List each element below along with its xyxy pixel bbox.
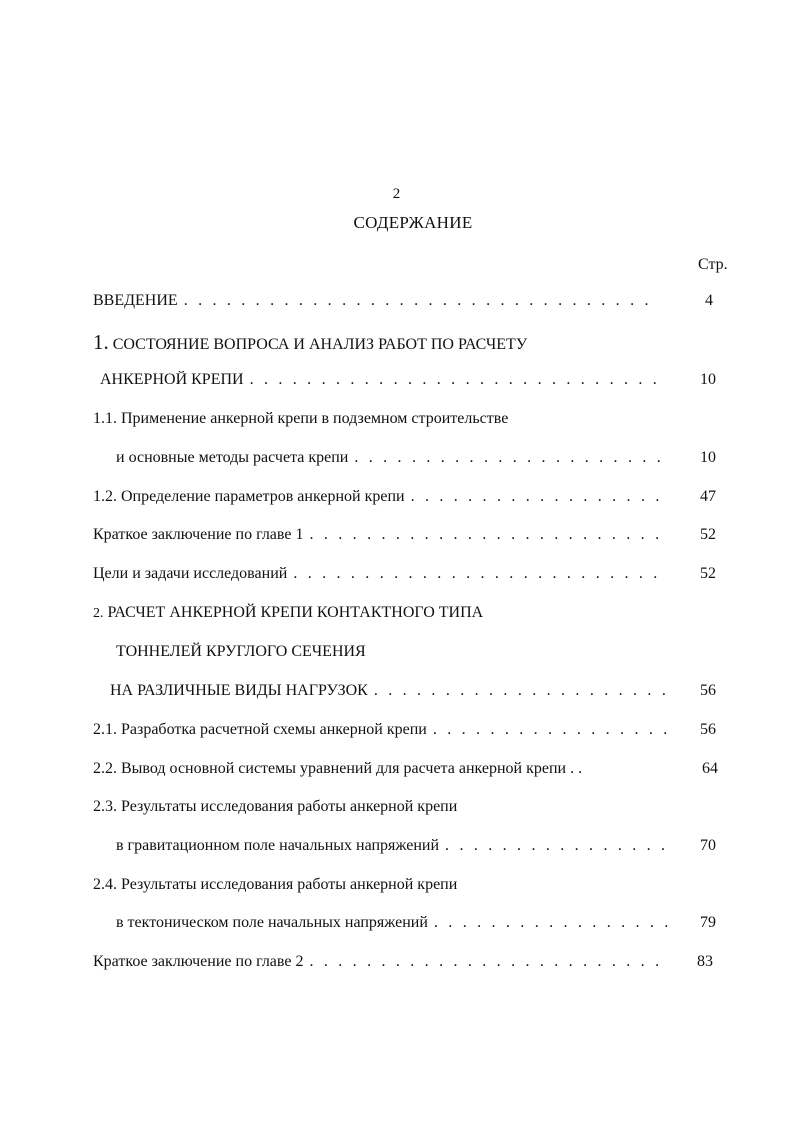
toc-entry-text: Краткое заключение по главе 2	[93, 953, 304, 970]
toc-page-number: 10	[700, 371, 716, 388]
toc-entry-text: НА РАЗЛИЧНЫЕ ВИДЫ НАГРУЗОК	[110, 682, 368, 699]
toc-entry-text: 1.2. Определение параметров анкерной крепи	[93, 488, 405, 505]
toc-leader-dots	[309, 953, 668, 971]
toc-entry-text: в тектоническом поле начальных напряжений	[116, 914, 428, 931]
toc-chapter-1-heading	[93, 330, 527, 355]
toc-leader-dots	[433, 721, 667, 739]
toc-section-2-4: 2.4. Результаты исследования работы анкерной крепи	[93, 876, 458, 893]
toc-page-number: 4	[705, 292, 713, 309]
page-title: СОДЕРЖАНИЕ	[353, 213, 473, 232]
page-column-label: Стр.	[698, 256, 728, 273]
toc-page-number: 83	[697, 953, 713, 970]
toc-leader-dots	[374, 682, 667, 700]
toc-entry-text: Цели и задачи исследований	[93, 565, 288, 582]
toc-entry-chapter-1-cont	[100, 371, 656, 393]
toc-page-number: 79	[700, 914, 716, 931]
toc-entry-section-2-3-cont	[116, 837, 667, 859]
toc-entry-chapter-2-cont	[110, 682, 667, 704]
page-number: 2	[392, 186, 401, 202]
toc-entry-text: Краткое заключение по главе 1	[93, 526, 304, 543]
chapter-number: 2.	[93, 606, 104, 621]
toc-section-1-1: 1.1. Применение анкерной крепи в подземном строительстве	[93, 410, 509, 427]
toc-page-number: 47	[700, 488, 716, 505]
toc-entry-summary-chapter-2	[93, 953, 668, 975]
toc-page-number: 52	[700, 526, 716, 543]
toc-page-number: 64	[702, 760, 718, 777]
toc-chapter-2-heading-line-2: ТОННЕЛЕЙ КРУГЛОГО СЕЧЕНИЯ	[116, 643, 366, 660]
toc-page-number: 56	[700, 682, 716, 699]
toc-entry-section-2-1	[93, 721, 667, 743]
toc-page-number: 10	[700, 449, 716, 466]
toc-entry-text: и основные методы расчета крепи	[116, 449, 349, 466]
toc-entry-introduction	[93, 292, 659, 314]
toc-leader-dots	[411, 488, 667, 506]
toc-entry-text: АНКЕРНОЙ КРЕПИ	[100, 371, 244, 388]
toc-page-number: 70	[700, 837, 716, 854]
toc-leader-dots	[309, 526, 667, 544]
toc-entry-summary-chapter-1	[93, 526, 667, 548]
toc-entry-text: 2.1. Разработка расчетной схемы анкерной крепи	[93, 721, 427, 738]
toc-section-2-3: 2.3. Результаты исследования работы анкерной крепи	[93, 798, 458, 815]
toc-entry-section-2-4-cont	[116, 914, 672, 936]
toc-page-number: 56	[700, 721, 716, 738]
toc-leader-dots	[445, 837, 667, 855]
toc-leader-dots	[434, 914, 672, 932]
toc-entry-section-2-2: 2.2. Вывод основной системы уравнений для расчета анкерной крепи . .	[93, 760, 583, 777]
toc-entry-section-1-1-cont	[116, 449, 667, 471]
toc-entry-text: ВВЕДЕНИЕ	[93, 292, 178, 309]
chapter-title: РАСЧЕТ АНКЕРНОЙ КРЕПИ КОНТАКТНОГО ТИПА	[103, 604, 484, 621]
chapter-number: 1.	[93, 330, 109, 354]
toc-leader-dots	[354, 449, 667, 467]
toc-leader-dots	[293, 565, 667, 583]
toc-leader-dots	[184, 292, 659, 310]
toc-chapter-2-heading	[93, 604, 483, 622]
toc-entry-section-1-2	[93, 488, 667, 510]
toc-page-number: 52	[700, 565, 716, 582]
chapter-title: СОСТОЯНИЕ ВОПРОСА И АНАЛИЗ РАБОТ ПО РАСЧЕТУ	[108, 336, 528, 353]
toc-entry-text: в гравитационном поле начальных напряжений	[116, 837, 440, 854]
toc-leader-dots	[250, 371, 656, 389]
toc-entry-goals	[93, 565, 667, 587]
